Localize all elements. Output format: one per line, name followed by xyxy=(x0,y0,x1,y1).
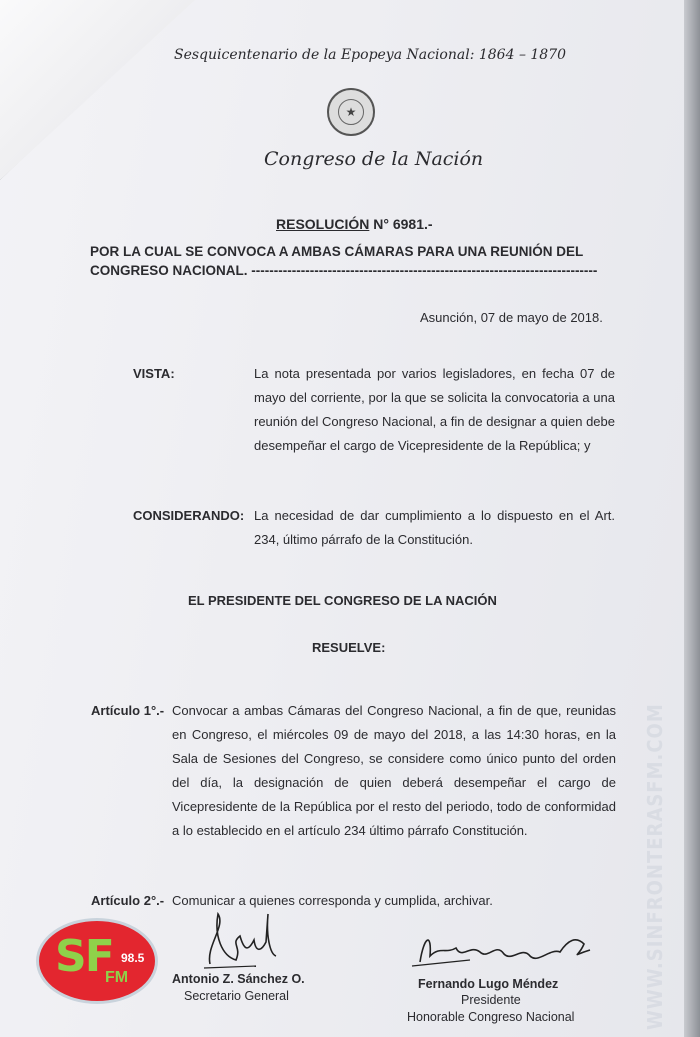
considerando-label: CONSIDERANDO: xyxy=(133,508,245,523)
left-signer-name: Antonio Z. Sánchez O. xyxy=(172,972,305,986)
date-line: Asunción, 07 de mayo de 2018. xyxy=(420,310,603,325)
radio-logo xyxy=(36,918,158,1004)
resolution-heading xyxy=(276,216,433,232)
article-1-label: Artículo 1°.- xyxy=(91,703,165,718)
left-signature-scribble xyxy=(196,906,286,976)
logo-fm: FM xyxy=(105,969,129,986)
institution-title: Congreso de la Nación xyxy=(264,148,484,170)
national-seal-icon: ★ xyxy=(327,88,375,136)
logo-letters: SF xyxy=(55,931,113,982)
logo-frequency: 98.5 xyxy=(121,951,145,965)
resolution-label: RESOLUCIÓN xyxy=(276,216,370,232)
vista-text: La nota presentada por varios legisladores, en fecha 07 de mayo del corriente, por la que se solicita la convocatoria a una reunión del Congreso Nacional, a fin de designar a quien debe desempeñar el cargo de Vicepresidente de la República; y xyxy=(254,366,615,453)
resolution-subject-line2: CONGRESO NACIONAL. ----------------------------------------------------------------------------- xyxy=(90,263,598,278)
right-signer-title: Presidente xyxy=(461,993,521,1007)
article-2-text: Comunicar a quienes corresponda y cumplida, archivar. xyxy=(172,893,493,908)
resolution-number: N° 6981.- xyxy=(373,216,433,232)
right-signer-subtitle: Honorable Congreso Nacional xyxy=(407,1010,575,1024)
right-signature-scribble xyxy=(400,926,600,976)
website-watermark: WWW.SINFRONTERASFM.COM xyxy=(643,703,667,1030)
left-signer-title: Secretario General xyxy=(184,989,289,1003)
considerando-text: La necesidad de dar cumplimiento a lo dispuesto en el Art. 234, último párrafo de la Constitución. xyxy=(254,508,615,547)
resolution-subject-line1: POR LA CUAL SE CONVOCA A AMBAS CÁMARAS PARA UNA REUNIÓN DEL xyxy=(90,244,584,259)
page-edge xyxy=(684,0,700,1037)
article-2-label: Artículo 2°.- xyxy=(91,893,165,908)
header-motto: Sesquicentenario de la Epopeya Nacional: 1864 – 1870 xyxy=(174,47,567,63)
president-heading: EL PRESIDENTE DEL CONGRESO DE LA NACIÓN xyxy=(188,593,497,608)
vista-label: VISTA: xyxy=(133,366,175,381)
article-1-text: Convocar a ambas Cámaras del Congreso Nacional, a fin de que, reunidas en Congreso, el miércoles 09 de mayo del 2018, a las 14:30 horas, en la Sala de Sesiones del Congreso, se considere como único punto del orden del día, la designación de quien deberá desempeñar el cargo de Vicepresidente de la República por el resto del periodo, todo de conformidad a lo establecido en el artículo 234 último párrafo Constitución. xyxy=(172,703,616,838)
right-signer-name: Fernando Lugo Méndez xyxy=(418,977,559,991)
resuelve-heading: RESUELVE: xyxy=(312,640,386,655)
